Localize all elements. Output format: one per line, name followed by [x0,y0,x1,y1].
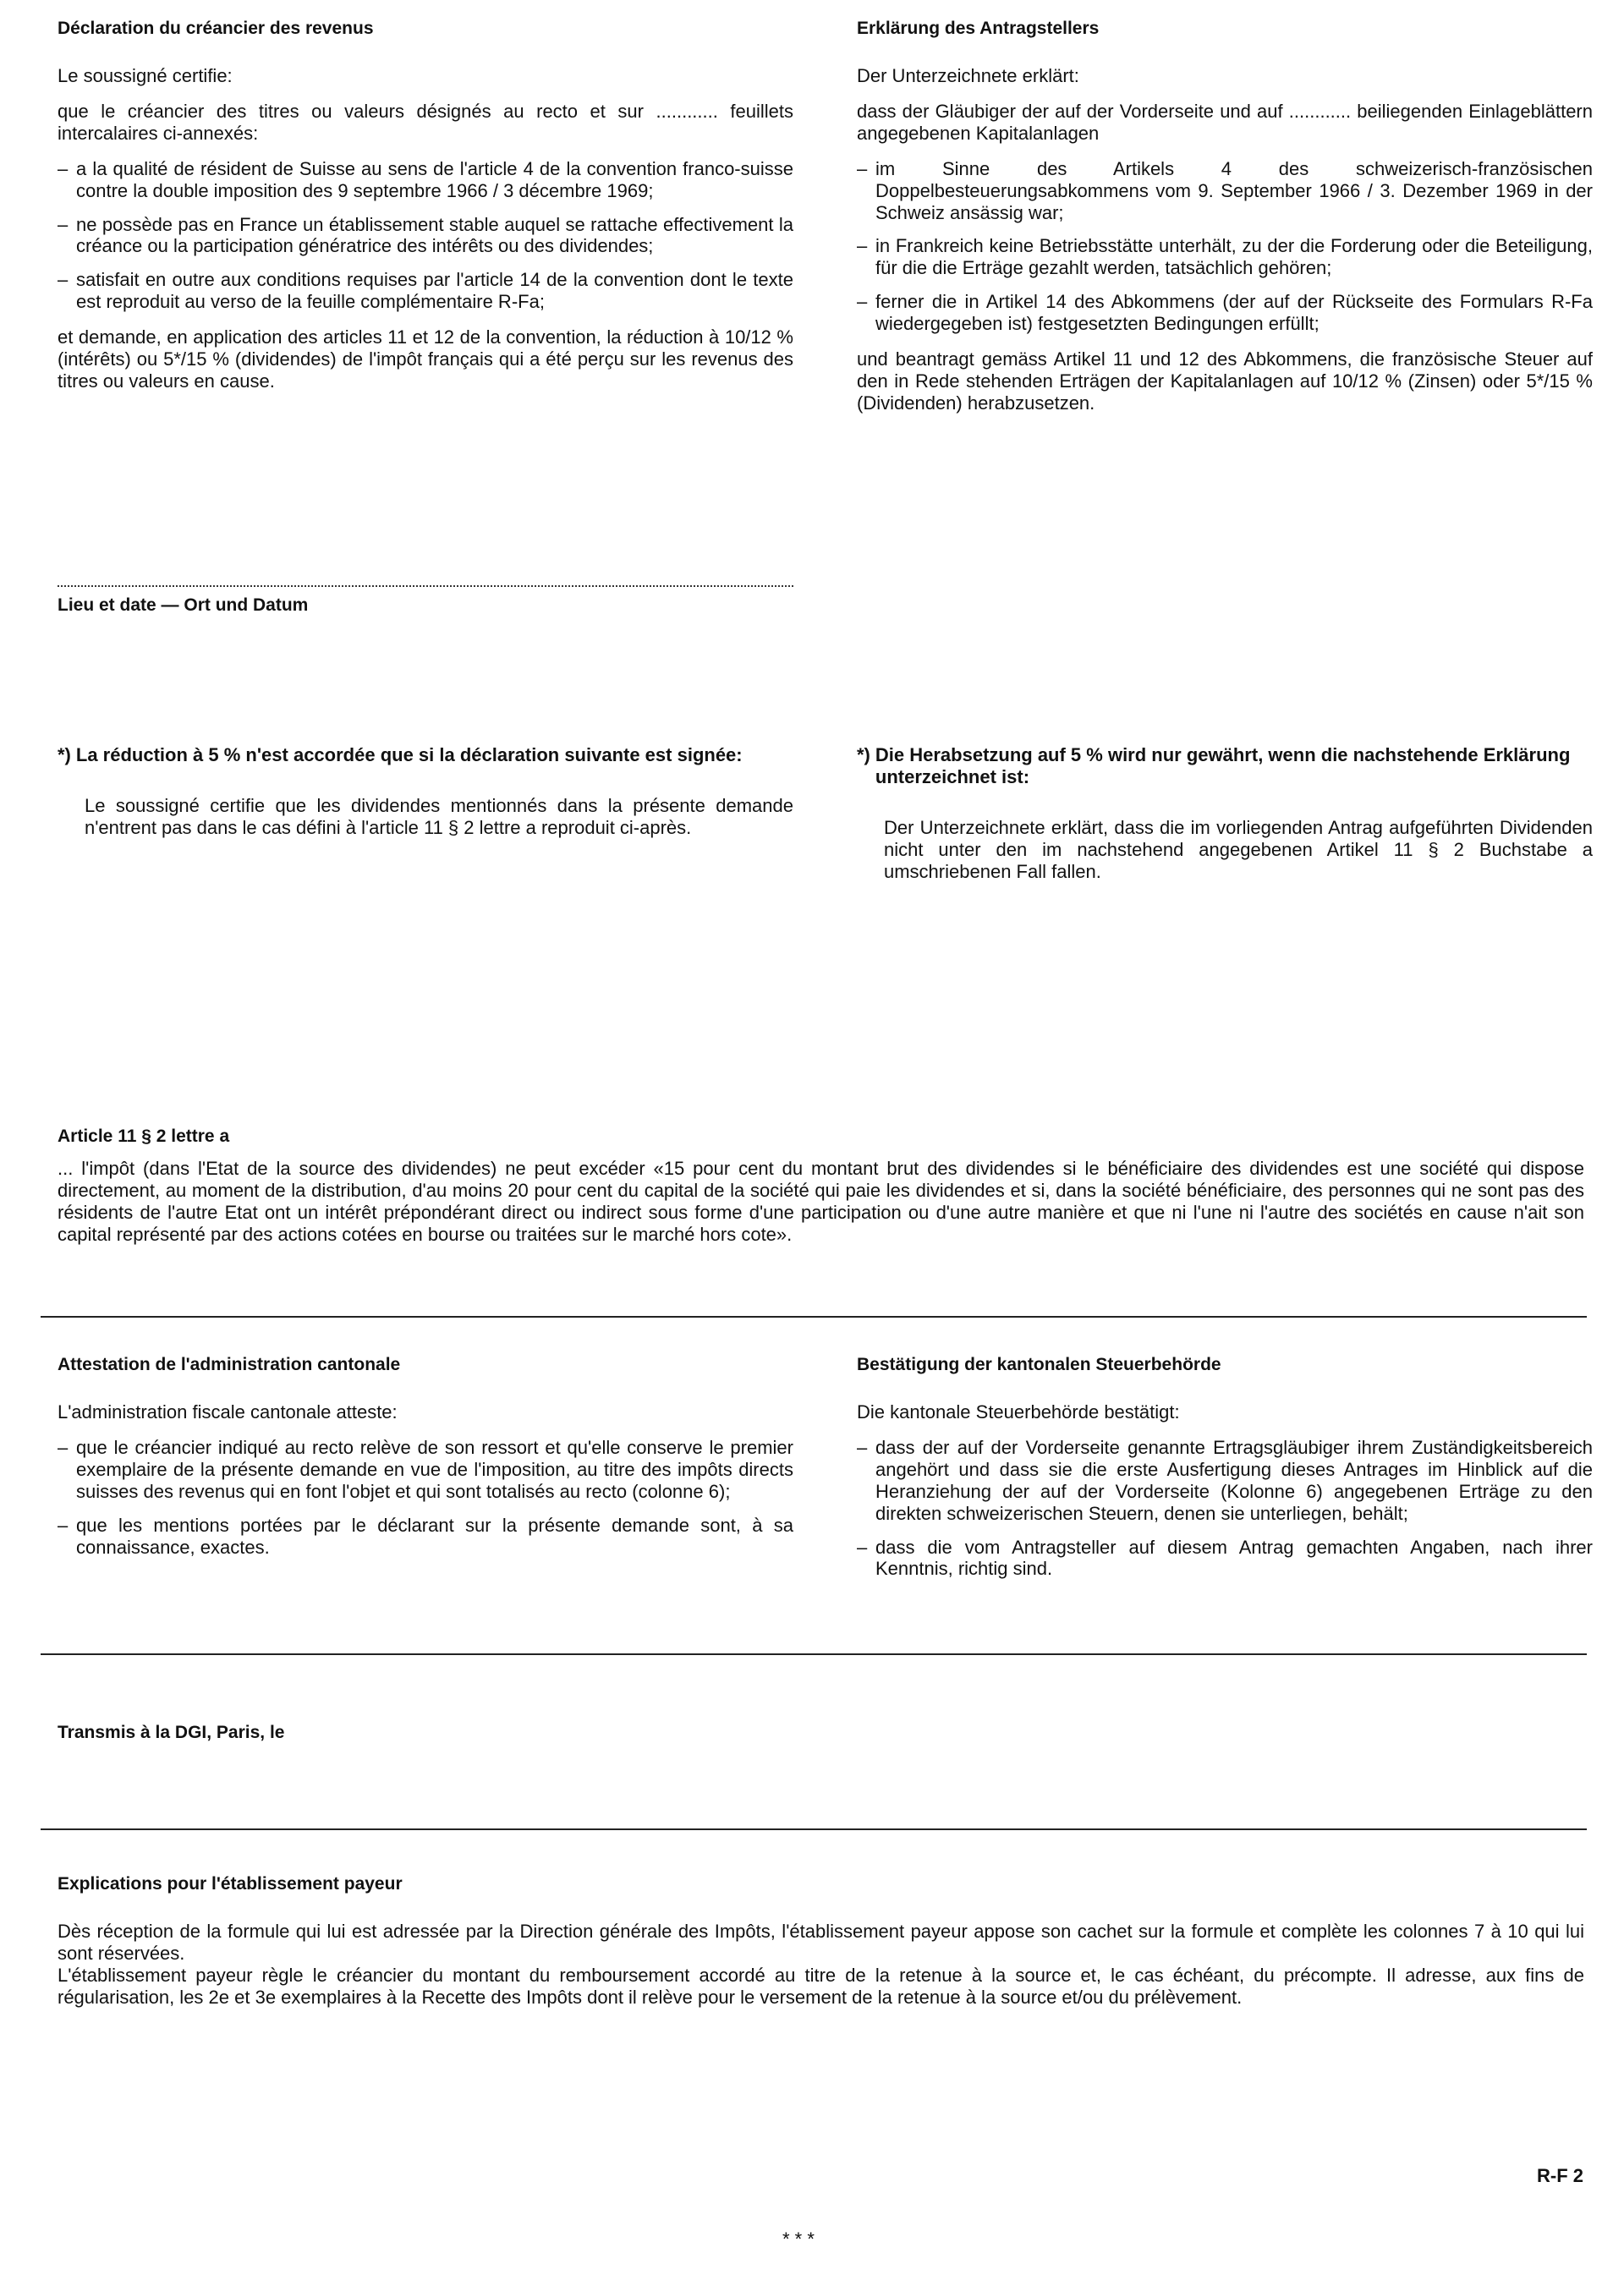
de-attestation-list [857,1437,1593,1581]
de-attestation-intro: Die kantonale Steuerbehörde bestätigt: [857,1401,1180,1423]
article-section [58,1127,1584,1259]
de-declaration-closing: und beantragt gemäss Artikel 11 und 12 des Abkommens, die französische Steuer auf den in Rede stehenden Erträgen der Kapitalanlagen auf 10/12 % (Zinsen) oder 5*/15 % (Dividenden) herabzusetzen. [857,348,1593,414]
place-date-label: Lieu et date — Ort und Datum [58,595,309,615]
list-item: – que le créancier indiqué au recto relève de son ressort et qu'elle conserve le premier exemplaire de la présente demande en vue de l'imposition, au titre des impôts directs suisses des revenus qui en font l'objet et qui sont totalisés au recto (colonne 6); [58,1437,793,1503]
list-item: – a la qualité de résident de Suisse au sens de l'article 4 de la convention franco-suisse contre la double imposition des 9 septembre 1966 / 3 décembre 1969; [58,158,793,202]
fr-attestation-title: Attestation de l'administration cantonale [58,1355,401,1374]
list-item: – im Sinne des Artikels 4 des schweizerisch-französischen Doppelbesteuerungsabkommens vom 9. September 1966 / 3. Dezember 1969 in der Schweiz ansässig war; [857,158,1593,224]
fr-declaration-lead: que le créancier des titres ou valeurs désignés au recto et sur ............ feuillets intercalaires ci-annexés: [58,100,793,144]
list-item: – que les mentions portées par le déclarant sur la présente demande sont, à sa connaissance, exactes. [58,1515,793,1559]
de-declaration [857,19,1593,428]
list-item: – satisfait en outre aux conditions requises par l'article 14 de la convention dont le texte est reproduit au verso de la feuille complémentaire R-Fa; [58,269,793,313]
de-declaration-title: Erklärung des Antragstellers [857,19,1100,38]
list-item: – dass die vom Antragsteller auf diesem Antrag gemachten Angaben, nach ihrer Kenntnis, richtig sind. [857,1537,1593,1581]
de-note [857,744,1593,896]
fr-attestation [58,1355,793,1571]
place-date-line[interactable] [58,585,793,587]
fr-declaration-title: Déclaration du créancier des revenus [58,19,374,38]
fr-attestation-list [58,1437,793,1559]
de-note-text: Der Unterzeichnete erklärt, dass die im vorliegenden Antrag aufgeführten Dividenden nicht unter den im nachstehend angegebenen Artikel 11 § 2 Buchstabe a umschriebenen Fall fallen. [884,816,1593,882]
explications-title: Explications pour l'établissement payeur [58,1874,403,1894]
section-divider [41,1316,1587,1318]
de-attestation-title: Bestätigung der kantonalen Steuerbehörde [857,1355,1221,1374]
fr-note-marker: *) [58,744,71,765]
de-declaration-list [857,158,1593,336]
fr-declaration-closing: et demande, en application des articles 11 et 12 de la convention, la réduction à 10/12 % (intérêts) ou 5*/15 % (dividendes) de l'impôt français qui a été perçu sur les revenus des titres ou valeurs en cause. [58,326,793,392]
section-divider [41,1828,1587,1830]
list-item: – ferner die in Artikel 14 des Abkommens (der auf der Rückseite des Formulars R-Fa wiedergegeben ist) festgesetzten Bedingungen erfüllt; [857,291,1593,335]
list-item: – in Frankreich keine Betriebsstätte unterhält, zu der die Forderung oder die Beteiligung, für die die Erträge gezahlt werden, tatsächlich gehören; [857,235,1593,279]
list-item: – ne possède pas en France un établissement stable auquel se rattache effectivement la créance ou la participation génératrice des intérêts ou des dividendes; [58,214,793,258]
fr-declaration-list [58,158,793,314]
de-declaration-intro: Der Unterzeichnete erklärt: [857,64,1079,86]
footer-mark: * * * [782,2228,815,2250]
de-note-marker: *) [857,744,870,765]
article-title: Article 11 § 2 lettre a [58,1127,230,1146]
fr-note-heading: La réduction à 5 % n'est accordée que si la déclaration suivante est signée: [75,744,743,765]
de-note-heading: Die Herabsetzung auf 5 % wird nur gewährt, wenn die nachstehende Erklärung unterzeichnet ist: [875,744,1571,787]
fr-note [58,744,793,852]
form-code: R-F 2 [1537,2165,1583,2186]
list-item: – dass der auf der Vorderseite genannte Ertragsgläubiger ihrem Zuständigkeitsbereich angehört und dass sie die erste Ausfertigung dieses Antrages im Hinblick auf die Heranziehung der auf der Vorderseite (Kolonne 6) angegebenen Erträge zu den direkten schweizerischen Steuern, denen sie unterliegen, behält; [857,1437,1593,1525]
explications-paragraph-2: L'établissement payeur règle le créancier du montant du remboursement accordé au titre de la retenue à la source et, le cas échéant, du précompte. Il adresse, aux fins de régularisation, les 2e et 3e exemplaires à la Recette des Impôts dont il relève pour le versement de la retenue à la source et/ou du prélèvement. [58,1964,1584,2008]
fr-attestation-intro: L'administration fiscale cantonale atteste: [58,1401,398,1423]
article-text: ... l'impôt (dans l'Etat de la source des dividendes) ne peut excéder «15 pour cent du montant brut des dividendes si le bénéficiaire des dividendes est une société qui dispose directement, au moment de la distribution, d'au moins 20 pour cent du capital de la société qui paie les dividendes et si, dans la société bénéficiaire, des personnes qui ne sont pas des résidents de l'autre Etat ont un intérêt prépondérant direct ou indirect sous forme d'une participation ou d'une autre manière et que ni l'une ni l'autre des sociétés en cause n'ait son capital représenté par des actions cotées en bourse ou traitées sur le marché hors cote». [58,1157,1584,1245]
explications-section [58,1874,1584,2022]
section-divider [41,1653,1587,1655]
fr-declaration [58,19,793,406]
transmis-label: Transmis à la DGI, Paris, le [58,1723,285,1742]
explications-paragraph-1: Dès réception de la formule qui lui est adressée par la Direction générale des Impôts, l'établissement payeur appose son cachet sur la formule et complète les colonnes 7 à 10 qui lui sont réservées. [58,1920,1584,1964]
fr-note-text: Le soussigné certifie que les dividendes mentionnés dans la présente demande n'entrent pas dans le cas défini à l'article 11 § 2 lettre a reproduit ci-après. [85,794,793,838]
de-declaration-lead: dass der Gläubiger der auf der Vorderseite und auf ............ beiliegenden Einlageblättern angegebenen Kapitalanlagen [857,100,1593,144]
fr-declaration-intro: Le soussigné certifie: [58,64,233,86]
de-attestation [857,1355,1593,1593]
